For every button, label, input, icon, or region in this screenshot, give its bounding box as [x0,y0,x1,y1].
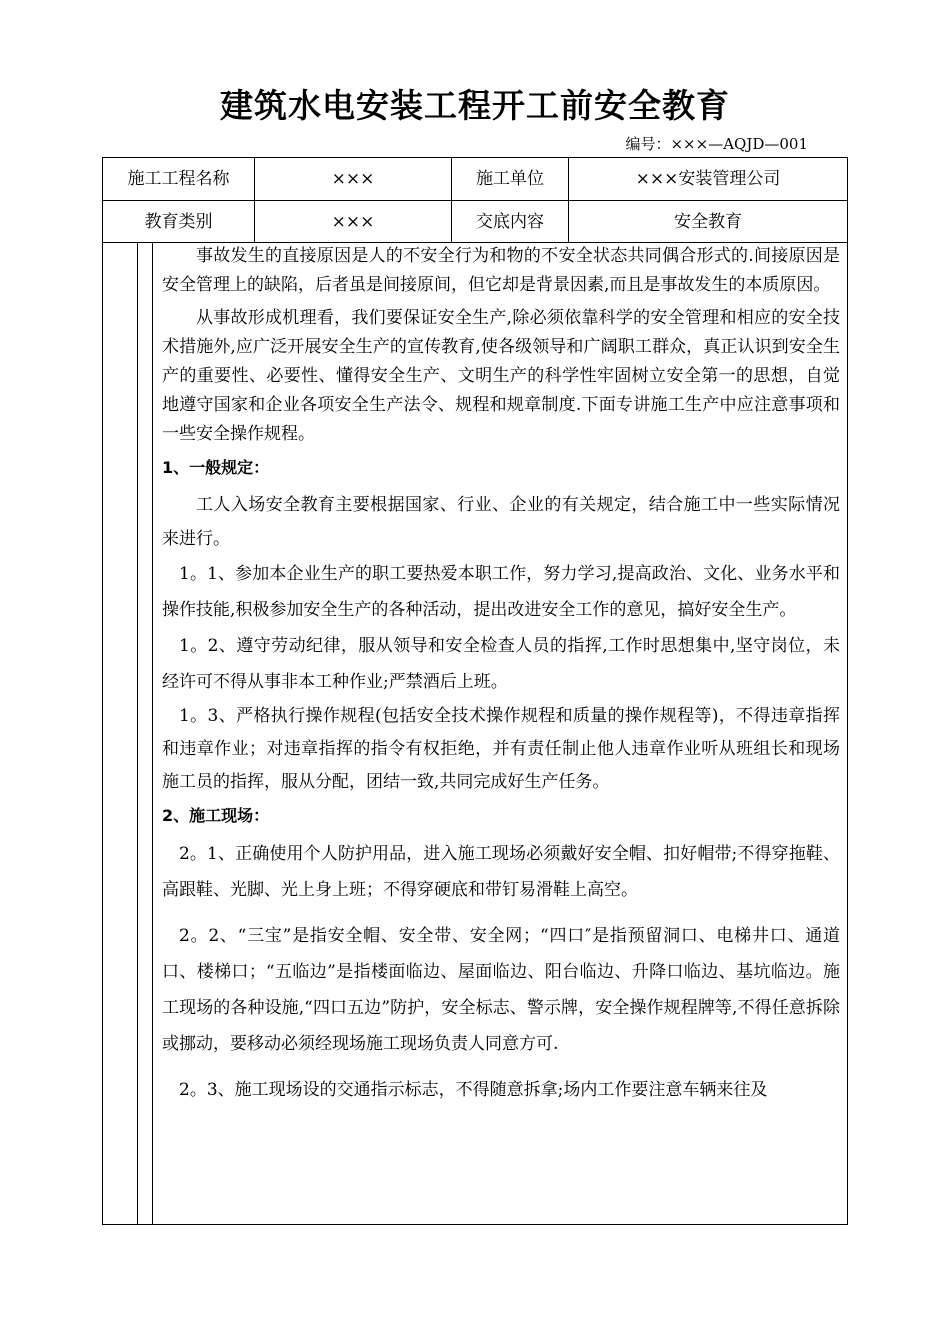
page-title: 建筑水电安装工程开工前安全教育 [220,86,730,125]
paragraph: 2。1、正确使用个人防护用品，进入施工现场必须戴好安全帽、扣好帽带;不得穿拖鞋、高跟鞋、光脚、光上身上班；不得穿硬底和带钉易滑鞋上高空。 [162,844,840,900]
value-project-name: ××× [331,169,375,189]
paragraph: 2。2、“三宝”是指安全帽、安全带、安全网；“四口″是指预留洞口、电梯井口、通道口、楼梯口；“五临边”是指楼面临边、屋面临边、阳台临边、升降口临边、基坑临边。施工现场的各种设施,“四口五边”防护，安全标志、警示牌，安全操作规程牌等,不得任意拆除或挪动，要移动必须经现场施工现场负责人同意方可. [162,926,840,1054]
paragraph: 1。3、严格执行操作规程(包括安全技术操作规程和质量的操作规程等)，不得违章指挥和违章作业；对违章指挥的指令有权拒绝，并有责任制止他人违章作业听从班组长和现场施工员的指挥，服从分配，团结一致,共同完成好生产任务。 [162,706,840,792]
column-divider [152,242,153,1225]
value-briefing-content: 安全教育 [674,211,742,232]
value-construction-unit: ×××安装管理公司 [635,169,781,189]
paragraph: 1。2、遵守劳动纪律，服从领导和安全检查人员的指挥,工作时思想集中,坚守岗位，未经许可不得从事非本工种作业;严禁酒后上班。 [162,636,840,692]
content-body [162,242,840,1108]
column-divider [137,242,138,1225]
section-heading: 1、一般规定： [162,458,270,477]
paragraph: 工人入场安全教育主要根据国家、行业、企业的有关规定，结合施工中一些实际情况来进行。 [162,495,840,549]
paragraph: 事故发生的直接原因是人的不安全行为和物的不安全状态共同偶合形式的.间接原因是安全管理上的缺陷，后者虽是间接原间，但它却是背景因素,而且是事故发生的本质原因。 [162,246,840,295]
label-education-type: 教育类别 [144,211,213,232]
label-project-name: 施工工程名称 [127,169,230,189]
paragraph: 1。1、参加本企业生产的职工要热爱本职工作，努力学习,提高政治、文化、业务水平和操作技能,积极参加安全生产的各种活动，提出改进安全工作的意见，搞好安全生产。 [162,564,840,620]
label-construction-unit: 施工单位 [476,169,544,189]
value-education-type: ××× [331,211,375,232]
label-briefing-content: 交底内容 [476,211,544,232]
paragraph: 2。3、施工现场设的交通指示标志，不得随意拆拿;场内工作要注意车辆来往及 [179,1080,768,1100]
paragraph: 从事故形成机理看，我们要保证安全生产,除必须依靠科学的安全管理和相应的安全技术措施外,应广泛开展安全生产的宣传教育,使各级领导和广阔职工群众，真正认识到安全生产的重要性、必要性、懂得安全生产、文明生产的科学性牢固树立安全第一的思想，自觉地遵守国家和企业各项安全生产法令、规程和规章制度.下面专讲施工生产中应注意事项和一些安全操作规程。 [162,308,840,444]
section-heading: 2、施工现场： [162,806,270,825]
document-number: 编号：×××—AQJD—001 [625,135,808,153]
